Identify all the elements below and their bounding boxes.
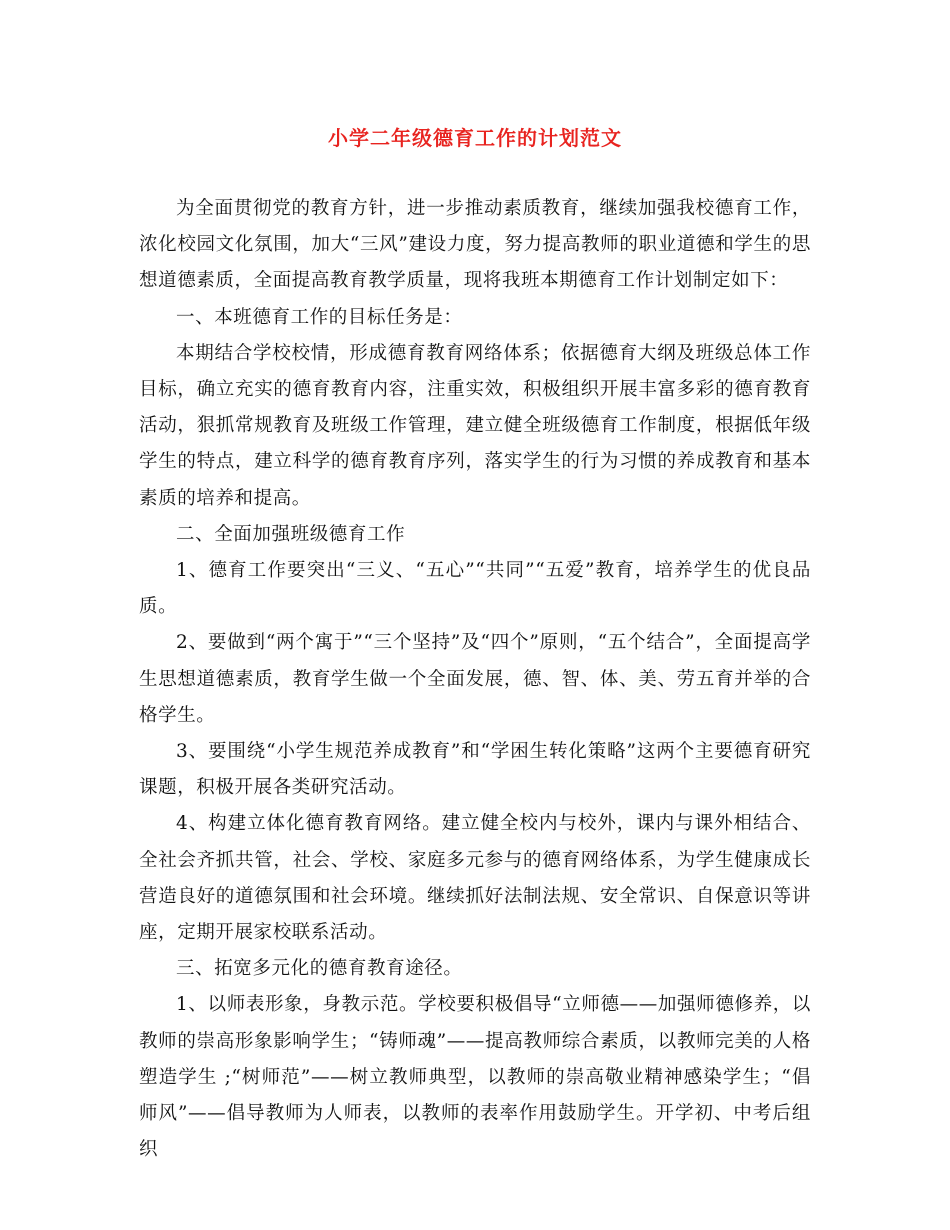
section-heading-2: 二、全面加强班级德育工作 — [176, 523, 406, 545]
list-item-2-4: 4、构建立体化德育教育网络。建立健全校内与校外，课内与课外相结合、全社会齐抓共管，社会、学校、家庭多元参与的德育网络体系，为学生健康成长营造良好的道德氛围和社会环境。继续抓好法制法规、安全常识、自保意识等讲座，定期开展家校联系活动。 — [139, 813, 811, 944]
list-item-3-1: 1、以师表形象，身教示范。学校要积极倡导“立师德——加强师德修养，以教师的崇高形象影响学生；“铸师魂”——提高教师综合素质，以教师完美的人格塑造学生 ;“树师范”——树立教师典型，以教师的崇高敬业精神感染学生；“倡师风”——倡导教师为人师表，以教师的表率作用鼓励学生。开学初、中考后组织 — [139, 994, 811, 1161]
list-item-2-3: 3、要围绕“小学生规范养成教育”和“学困生转化策略”这两个主要德育研究课题，积极开展各类研究活动。 — [139, 741, 811, 799]
section-heading-3: 三、拓宽多元化的德育教育途径。 — [176, 958, 463, 980]
section-heading-1: 一、本班德育工作的目标任务是： — [176, 306, 463, 328]
document-title: 小学二年级德育工作的计划范文 — [328, 126, 622, 150]
paragraph-goals: 本期结合学校校情，形成德育教育网络体系；依据德育大纲及班级总体工作目标，确立充实的德育教育内容，注重实效，积极组织开展丰富多彩的德育教育活动，狠抓常规教育及班级工作管理，建立健全班级德育工作制度，根据低年级学生的特点，建立科学的德育教育序列，落实学生的行为习惯的养成教育和基本素质的培养和提高。 — [139, 342, 811, 509]
list-item-2-1: 1、德育工作要突出“三义、“五心”“共同”“五爱”教育，培养学生的优良品质。 — [139, 560, 811, 618]
list-item-2-2: 2、要做到“两个寓于”“三个坚持”及“四个”原则，“五个结合”，全面提高学生思想道德素质，教育学生做一个全面发展，德、智、体、美、劳五育并举的合格学生。 — [139, 632, 811, 726]
document-body — [139, 191, 811, 1168]
paragraph-intro: 为全面贯彻党的教育方针，进一步推动素质教育，继续加强我校德育工作，浓化校园文化氛围，加大“三风”建设力度，努力提高教师的职业道德和学生的思想道德素质，全面提高教育教学质量，现将我班本期德育工作计划制定如下： — [139, 198, 811, 292]
